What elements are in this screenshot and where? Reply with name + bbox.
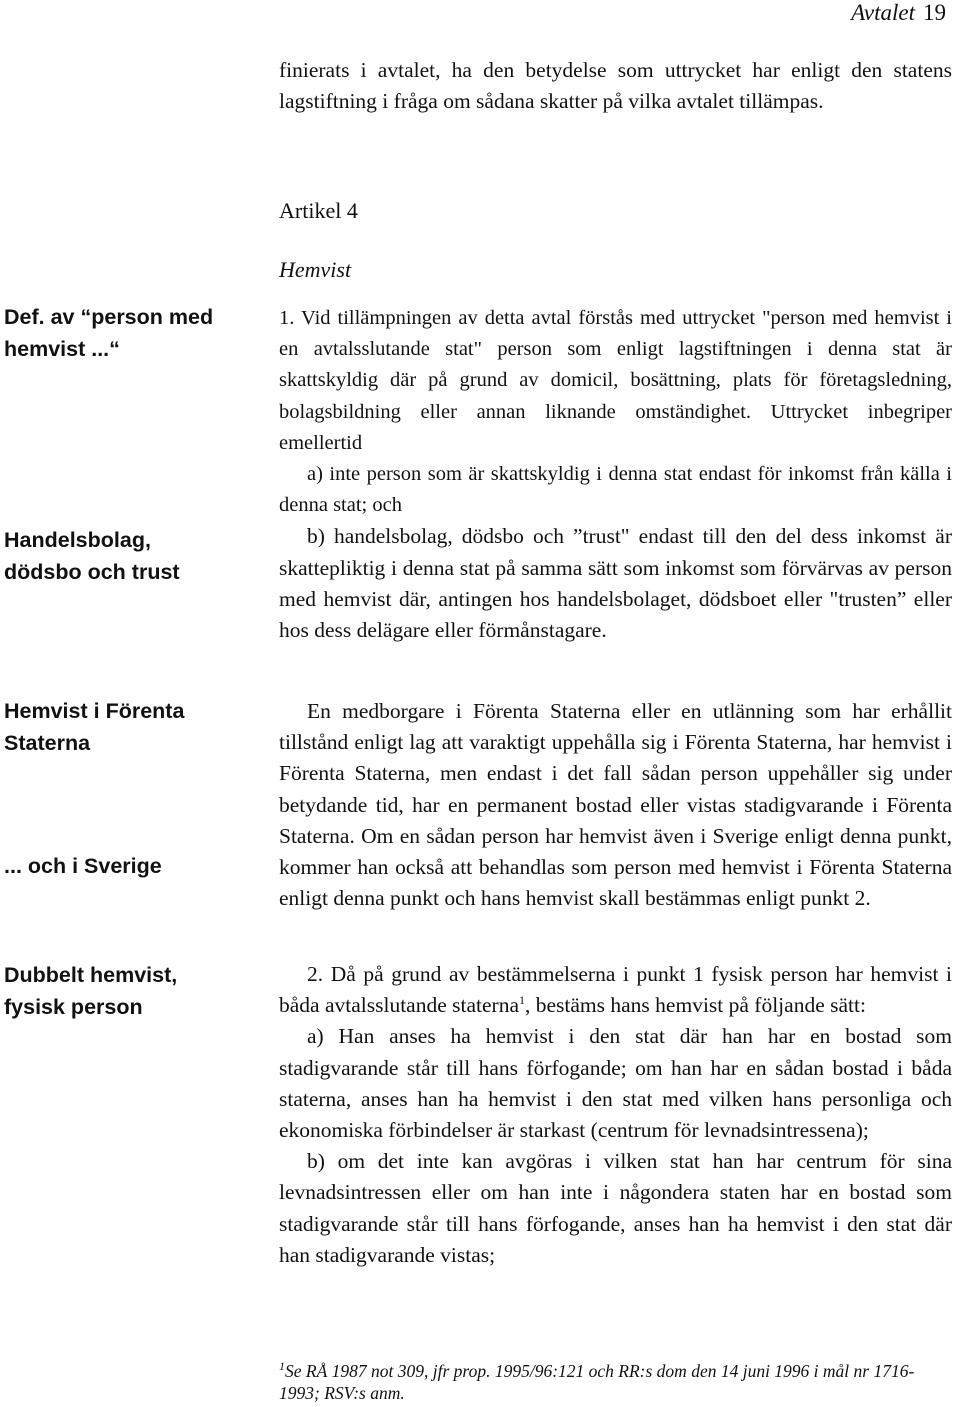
paragraph-1b: b) handelsbolag, dödsbo och ”trust" endast till den del dess inkomst är skattepliktig i denna stat på samma sätt som inkomst som förvärvas av person med hemvist där, antingen hos handelsbolaget, dödsboet eller "trusten” eller hos dess delägare eller förmånstagare. (279, 524, 952, 643)
paragraph-1: 1. Vid tillämpningen av detta avtal förstås med uttrycket "person med hemvist i en avtalsslutande stat" person som enligt lagstiftningen i denna stat är skattskyldig där på grund av domicil, bosättning, plats för företagsledning, bolagsbildning eller annan liknande omständighet. Uttrycket inbegriper emellertid (279, 307, 952, 454)
sidenote-dubbelt-hemvist: Dubbelt hemvist, fysisk person (4, 963, 178, 1019)
footnote-mark: 1 (279, 1359, 285, 1374)
intro-paragraph: finierats i avtalet, ha den betydelse som uttrycket har enligt den statens lagstiftning i fråga om sådana skatter på vilka avtalet tillämpas. (279, 58, 952, 114)
paragraph-2-text-end: , bestäms hans hemvist på följande sätt: (525, 993, 866, 1018)
sidenote-och-i-sverige: ... och i Sverige (4, 854, 162, 878)
sidenote-handelsbolag: Handelsbolag, dödsbo och trust (4, 528, 180, 584)
paragraph-1a: a) inte person som är skattskyldig i denna stat endast för inkomst från källa i denna stat; och (279, 463, 952, 517)
sidenote-hemvist-forenta-staterna: Hemvist i Förenta Staterna (4, 699, 185, 755)
header-title: Avtalet (851, 0, 915, 25)
paragraph-2 (279, 959, 952, 1021)
paragraph-2b: b) om det inte kan avgöras i vilken stat han har centrum för sina levnadsintressen eller om han inte i någondera staten har en bostad som stadigvarande står till hans förfogande, anses han ha hemvist i den stat där han stadigvarande vistas; (279, 1149, 952, 1267)
page-number: 19 (923, 0, 946, 25)
footnote-reference: 1 (519, 993, 525, 1008)
footnote (279, 1360, 952, 1404)
section-2 (279, 959, 952, 1271)
article-subtitle: Hemvist (279, 257, 352, 282)
footnote-text: Se RÅ 1987 not 309, jfr prop. 1995/96:121 och RR:s dom den 14 juni 1996 i mål nr 1716-1993; RSV:s anm. (279, 1361, 915, 1403)
article-heading: Artikel 4 (279, 198, 358, 223)
sidenote-definition: Def. av “person med hemvist ...“ (4, 305, 214, 361)
paragraph-2a: a) Han anses ha hemvist i den stat där han har en bostad som stadigvarande står till hans förfogande; om han har en sådan bostad i båda staterna, anses han ha hemvist i den stat med vilken hans personliga och ekonomiska förbindelser är starkast (centrum för levnadsintressena); (279, 1024, 952, 1143)
page-header (851, 0, 946, 26)
paragraph-2-text: 2. Då på grund av bestämmelserna i punkt 1 fysisk person har hemvist i båda avtalsslutande staterna (279, 962, 952, 1018)
section-1 (279, 303, 952, 646)
paragraph-forenta-staterna: En medborgare i Förenta Staterna eller en utlänning som har erhållit tillstånd enligt lag att varaktigt uppehålla sig i Förenta Staterna, har hemvist i Förenta Staterna, men endast i det fall sådan person uppehåller sig under betydande tid, har en permanent bostad eller vistas stadigvarande i Förenta Staterna. Om en sådan person har hemvist även i Sverige enligt denna punkt, kommer han också att behandlas som person med hemvist i Förenta Staterna enligt denna punkt och hans hemvist skall bestämmas enligt punkt 2. (279, 699, 952, 911)
